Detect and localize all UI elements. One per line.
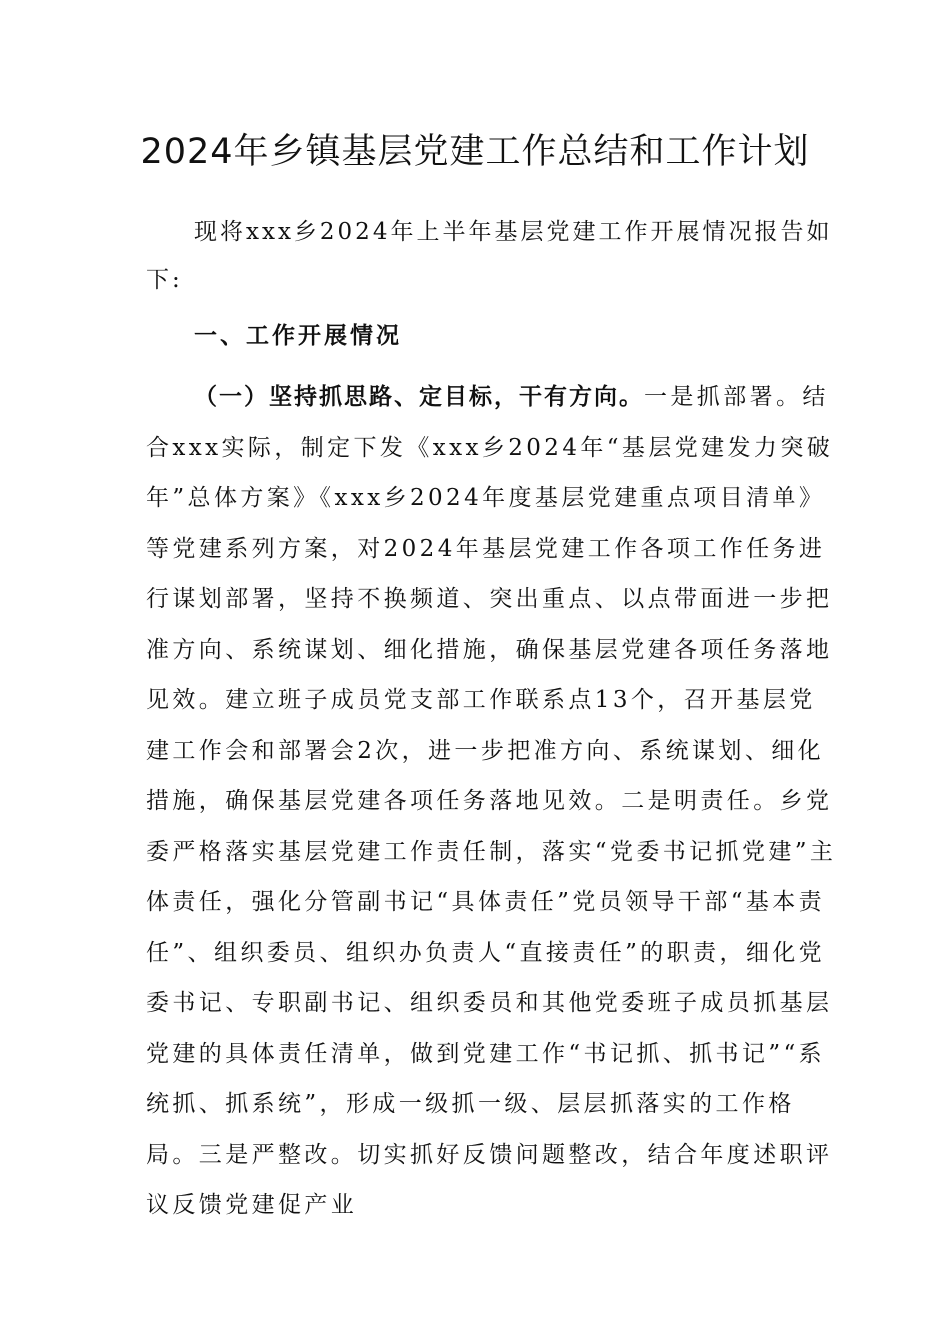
body-paragraph [146,372,840,1231]
subsection-body: 一是抓部署。结合xxx实际，制定下发《xxx乡2024年“基层党建发力突破年”总体方案》《xxx乡2024年度基层党建重点项目清单》等党建系列方案，对2024年基层党建工作各项工作任务进行谋划部署，坚持不换频道、突出重点、以点带面进一步把准方向、系统谋划、细化措施，确保基层党建各项任务落地见效。建立班子成员党支部工作联系点13个，召开基层党建工作会和部署会2次，进一步把准方向、系统谋划、细化措施，确保基层党建各项任务落地见效。二是明责任。乡党委严格落实基层党建工作责任制，落实“党委书记抓党建”主体责任，强化分管副书记“具体责任”党员领导干部“基本责任”、组织委员、组织办负责人“直接责任”的职责，细化党委书记、专职副书记、组织委员和其他党委班子成员抓基层党建的具体责任清单，做到党建工作“书记抓、抓书记”“系统抓、抓系统”，形成一级抓一级、层层抓落实的工作格局。三是严整改。切实抓好反馈问题整改，结合年度述职评议反馈党建促产业 [146,384,837,1218]
document-title: 2024年乡镇基层党建工作总结和工作计划 [140,132,810,172]
section-heading: 一、工作开展情况 [194,322,402,349]
intro-paragraph: 现将xxx乡2024年上半年基层党建工作开展情况报告如下: [146,219,833,293]
subsection-heading: （一）坚持抓思路、定目标，干有方向。 [194,383,644,410]
